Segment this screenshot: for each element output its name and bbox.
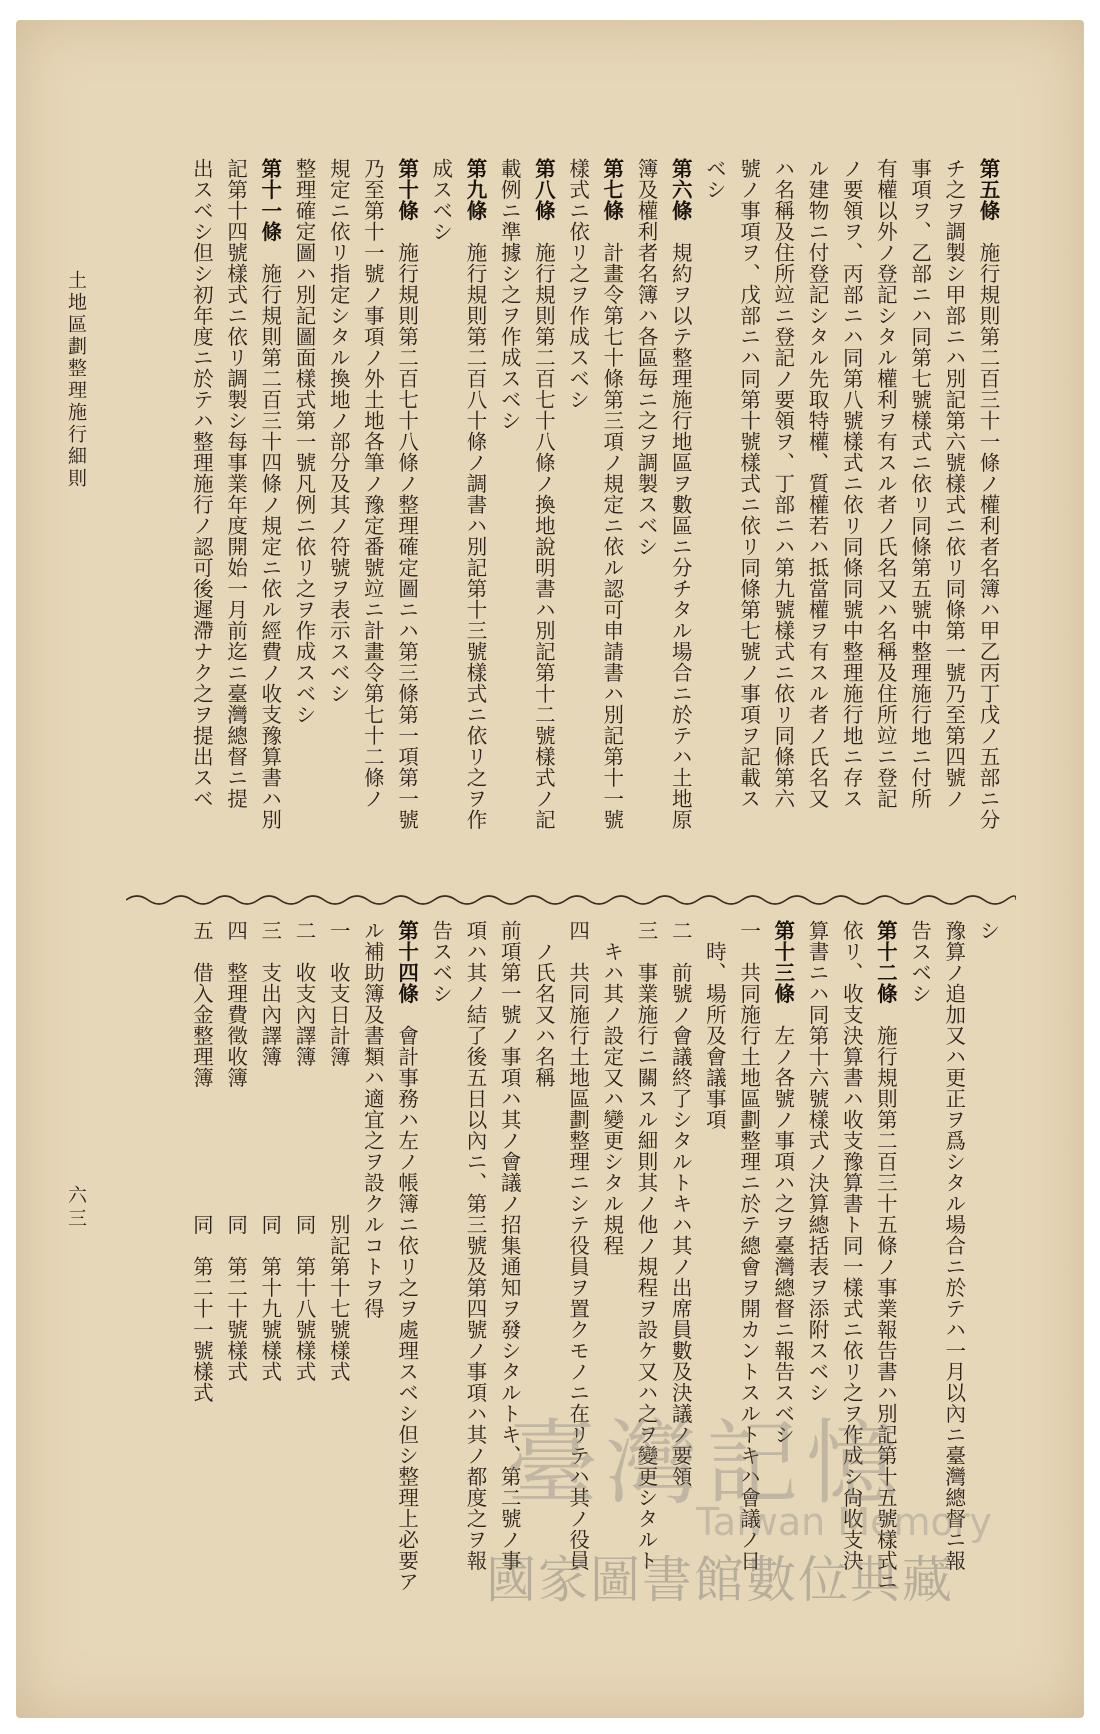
column-text: 依リ、收支決算書ハ收支豫算書ト同一樣式ニ依リ之ヲ作成シ尙收支決 — [839, 920, 864, 1571]
article-heading: 第九條 — [463, 158, 487, 221]
column-text: 施行規則第二百七十八條ノ整理確定圖ニハ第三條第一項第一號 — [394, 242, 419, 830]
text-column — [189, 158, 213, 809]
text-column — [839, 158, 863, 809]
column-text: 施行規則第二百三十一條ノ權利者名簿ハ甲乙丙丁戊ノ五部ニ分 — [976, 242, 1000, 830]
column-text: 施行規則第二百七十八條ノ換地說明書ハ別記第十二號樣式ノ記 — [531, 242, 556, 830]
watermark-script: 臺灣記憶 — [506, 1410, 907, 1517]
column-text: 左ノ各號ノ事項ハ之ヲ臺灣總督ニ報告スベシ — [770, 1025, 795, 1445]
text-column — [326, 158, 350, 704]
column-text: 項ハ其ノ結了後五日以內ニ、第三號及第四號ノ事項ハ其ノ都度之ヲ報 — [463, 920, 487, 1571]
text-column — [976, 920, 1000, 941]
text-column — [702, 920, 726, 1130]
column-text: 載例ニ準據シ之ヲ作成スベシ — [497, 158, 522, 431]
watermark-english: Taiwan Memory — [696, 1500, 992, 1544]
column-text: 四 共同施行土地區劃整理ニシテ役員ヲ置クモノニ在リテハ其ノ役員 — [565, 920, 590, 1571]
column-text: 出スベシ但シ初年度ニ於テハ整理施行ノ認可後遲滯ナク之ヲ提出スベ — [189, 158, 214, 809]
column-text: 整理確定圖ハ別記圖面樣式第一號凡例ニ依リ之ヲ作成スベシ — [292, 158, 316, 725]
column-text: 計畫令第七十條第三項ノ規定ニ依ル認可申請書ハ別記第十一號 — [599, 242, 624, 830]
text-column — [189, 920, 213, 1403]
text-column — [976, 158, 1000, 830]
text-column — [668, 158, 692, 830]
text-column — [463, 920, 487, 1571]
text-column — [463, 158, 487, 830]
column-text: 三 事業施行ニ關スル細則其ノ他ノ規程ヲ設ケ又ハ之ヲ變更シタルト — [634, 920, 658, 1571]
column-text: 告スベシ — [428, 920, 453, 1004]
column-text: ル建物ニ付登記シタル先取特權、質權若ハ抵當權ヲ有スル者ノ氏名又 — [805, 158, 829, 809]
text-column — [360, 158, 384, 809]
column-text: ノ要領ヲ、丙部ニハ同第八號樣式ニ依リ同條同號中整理施行地ニ存ス — [839, 158, 864, 809]
text-column — [531, 920, 555, 1088]
article-heading: 第五條 — [976, 158, 1000, 221]
column-text: 號ノ事項ヲ、戊部ニハ同第十號樣式ニ依リ同條第七號ノ事項ヲ記載ス — [736, 158, 761, 809]
column-text: 一 共同施行土地區劃整理ニ於テ總會ヲ開カントスルトキハ會議ノ日 — [736, 920, 761, 1571]
article-heading: 第十四條 — [394, 920, 419, 1004]
text-column — [497, 158, 521, 431]
text-column — [360, 920, 384, 1319]
text-column — [873, 158, 897, 809]
text-column — [292, 158, 316, 725]
text-column — [258, 920, 282, 1382]
column-text: ノ氏名又ハ名稱 — [531, 920, 556, 1088]
column-text: 施行規則第二百八十條ノ調書ハ別記第十三號樣式ニ依リ之ヲ作 — [463, 242, 487, 830]
wavy-divider — [126, 892, 1016, 908]
text-column — [634, 158, 658, 557]
article-heading: 第十三條 — [770, 920, 795, 1004]
text-column — [600, 158, 624, 830]
column-text: 二 收支內譯簿 同 第十八號樣式 — [292, 920, 316, 1382]
column-text: ハ名稱及住所竝ニ登記ノ要領ヲ、丁部ニハ第九號樣式ニ依リ同條第六 — [770, 158, 795, 809]
column-text: 成スベシ — [428, 158, 453, 242]
column-text: 三 支出內譯簿 同 第十九號樣式 — [257, 920, 282, 1382]
article-heading: 第七條 — [599, 158, 624, 221]
column-text: 簿及權利者名簿ハ各區毎ニ之ヲ調製スベシ — [634, 158, 658, 557]
column-text: 施行規則第二百三十四條ノ規定ニ依ル經費ノ收支豫算書ハ別 — [257, 263, 282, 830]
text-column — [805, 920, 829, 1403]
page-number: 六三 — [65, 1185, 87, 1231]
column-text: 豫算ノ追加又ハ更正ヲ爲シタル場合ニ於テハ一月以內ニ臺灣總督ニ報 — [941, 920, 966, 1571]
column-text: 乃至第十一號ノ事項ノ外土地各筆ノ豫定番號竝ニ計畫令第七十二條ノ — [360, 158, 385, 809]
column-text: 二 前號ノ會議終了シタルトキハ其ノ出席員數及決議ノ要領 — [668, 920, 693, 1487]
document-page — [16, 20, 1084, 1718]
text-column — [942, 158, 966, 809]
text-column — [429, 920, 453, 1004]
column-text: 告スベシ — [907, 920, 932, 1004]
article-heading: 第十條 — [394, 158, 419, 221]
text-column — [771, 920, 795, 1445]
column-text: シ — [976, 920, 1000, 941]
column-text: 四 整理費徵收簿 同 第二十號樣式 — [223, 920, 248, 1382]
text-column — [326, 920, 350, 1382]
text-column — [908, 920, 932, 1004]
article-heading: 第十一條 — [257, 158, 282, 242]
column-text: 時、場所及會議事項 — [702, 920, 727, 1130]
text-column — [395, 920, 419, 1592]
text-column — [224, 920, 248, 1382]
running-title: 土地區劃整理施行細則 — [65, 270, 87, 490]
text-column — [224, 158, 248, 809]
article-heading: 第八條 — [531, 158, 556, 221]
column-text: 五 借入金整理簿 同 第二十一號樣式 — [189, 920, 214, 1403]
text-column — [395, 158, 419, 830]
text-column — [908, 158, 932, 809]
column-text: 會計事務ハ左ノ帳簿ニ依リ之ヲ處理スベシ但シ整理上必要ア — [394, 1025, 419, 1592]
text-column — [702, 158, 726, 200]
text-column — [429, 158, 453, 242]
column-text: 施行規則第二百三十五條ノ事業報告書ハ別記第十五號樣式ニ — [873, 1025, 898, 1592]
text-column — [566, 158, 590, 410]
column-text: 一 收支日計簿 別記第十七號樣式 — [326, 920, 351, 1382]
column-text: 規約ヲ以テ整理施行地區ヲ數區ニ分チタル場合ニ於テハ土地原 — [668, 242, 693, 830]
column-text: 前項第一號ノ事項ハ其ノ會議ノ招集通知ヲ發シタルトキ、第二號ノ事 — [497, 920, 522, 1571]
column-text: 規定ニ依リ指定シタル換地ノ部分及其ノ符號ヲ表示スベシ — [326, 158, 351, 704]
column-text: 事項ヲ、乙部ニハ同第七號樣式ニ依リ同條第五號中整理施行地ニ付所 — [907, 158, 932, 809]
column-text: チ之ヲ調製シ甲部ニハ別記第六號樣式ニ依リ同條第一號乃至第四號ノ — [941, 158, 966, 809]
article-heading: 第十二條 — [873, 920, 898, 1004]
column-text: ル補助簿及書類ハ適宜之ヲ設クルコトヲ得 — [360, 920, 385, 1319]
text-column — [258, 158, 282, 830]
article-heading: 第六條 — [668, 158, 693, 221]
library-watermark — [486, 1390, 1046, 1620]
column-text: 記第十四號樣式ニ依リ調製シ每事業年度開始一月前迄ニ臺灣總督ニ提 — [223, 158, 248, 809]
text-column — [531, 158, 555, 830]
text-column — [737, 158, 761, 809]
text-column — [600, 920, 624, 1256]
column-text: 算書ニハ同第十六號樣式ノ決算總括表ヲ添附スベシ — [805, 920, 829, 1403]
text-column — [805, 158, 829, 809]
column-text: キハ其ノ設定又ハ變更シタル規程 — [599, 920, 624, 1256]
column-text: 有權以外ノ登記シタル權利ヲ有スル者ノ氏名又ハ名稱及住所竝ニ登記 — [873, 158, 898, 809]
text-column — [292, 920, 316, 1382]
text-column — [771, 158, 795, 809]
column-text: 樣式ニ依リ之ヲ作成スベシ — [565, 158, 590, 410]
watermark-chinese: 國家圖書館數位典藏 — [486, 1551, 954, 1609]
column-text: ベシ — [702, 158, 727, 200]
